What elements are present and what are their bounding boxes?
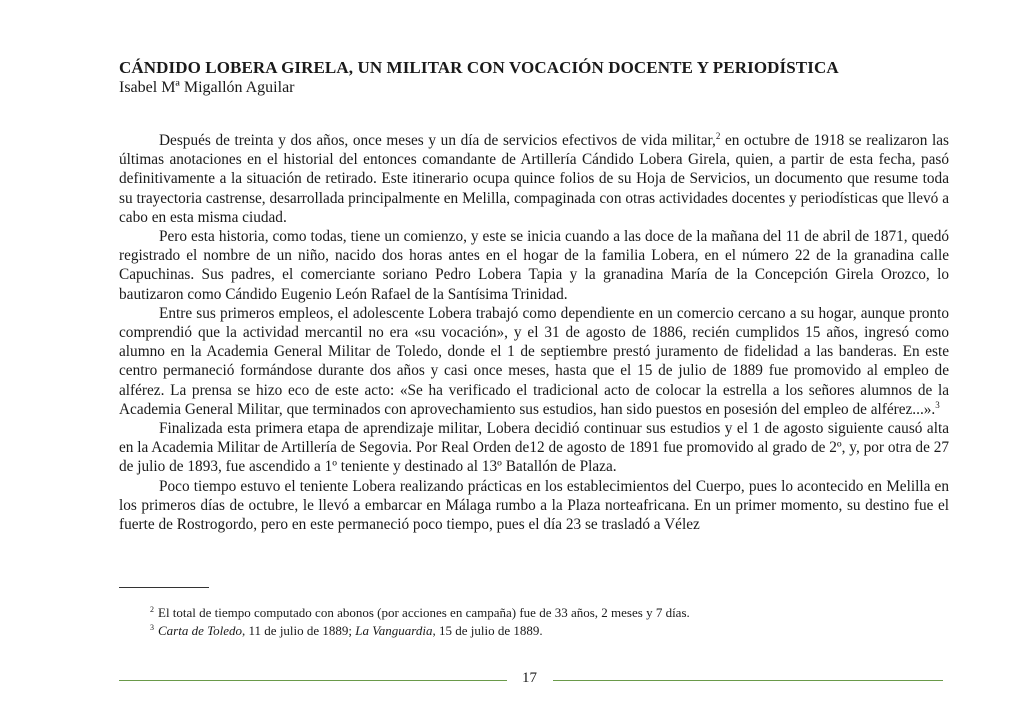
footnote-source: Carta de Toledo [158,623,243,638]
footnote-separator [119,587,209,588]
paragraph-text: Entre sus primeros empleos, el adolescente Lobera trabajó como dependiente en un comercio cercano a su hogar, aunque pronto comprendió que la actividad mercantil no era «su vocación», y el 31 de agosto de 1886, recién cumplidos 15 años, ingresó como alumno en la Academia General Militar de Toledo, donde el 1 de septiembre prestó juramento de fidelidad a las banderas. En este centro permaneció formándose durante dos años y casi once meses, hasta que el 15 de julio de 1889 fue promovido al empleo de alférez. La prensa se hizo eco de este acto: «Se ha verificado el tradicional acto de colocar la estrella a los señores alumnos de la Academia General Militar, que terminados con aprovechamiento sus estudios, han sido puestos en posesión del empleo de alférez...». [119,304,949,418]
footnote-number: 3 [150,622,154,632]
footnote [150,622,930,640]
paragraph [119,304,949,419]
footnotes [150,604,930,640]
footnote-text: , 11 de julio de 1889; [242,623,356,638]
article-body [119,131,949,534]
paragraph: Pero esta historia, como todas, tiene un comienzo, y este se inicia cuando a las doce de la mañana del 11 de abril de 1871, quedó registrado el nombre de un niño, nacido dos horas antes en el hogar de la familia Lobera, en el número 22 de la granadina calle Capuchinas. Sus padres, el comerciante soriano Pedro Lobera Tapia y la granadina María de la Concepción Girela Orozco, lo bautizaron como Cándido Eugenio León Rafael de la Santísima Trinidad. [119,228,949,303]
footer-rule-left [119,680,507,681]
article-author: Isabel Mª Migallón Aguilar [119,79,295,96]
footnote-ref: 2 [715,130,721,141]
paragraph: Finalizada esta primera etapa de aprendizaje militar, Lobera decidió continuar sus estudios y el 1 de agosto siguiente causó alta en la Academia Militar de Artillería de Segovia. Por Real Orden de12 de agosto de 1891 fue promovido al grado de 2º, y, por otra de 27 de julio de 1893, fue ascendido a 1º teniente y destinado al 13º Batallón de Plaza. [119,420,949,476]
footer-rule-right [553,680,943,681]
paragraph [119,131,949,227]
paragraph-text: Después de treinta y dos años, once meses y un día de servicios efectivos de vida militar, [159,132,716,149]
footnote-number: 2 [150,604,154,614]
article-title: CÁNDIDO LOBERA GIRELA, UN MILITAR CON VOCACIÓN DOCENTE Y PERIODÍSTICA [119,58,839,77]
paragraph: Poco tiempo estuvo el teniente Lobera realizando prácticas en los establecimientos del Cuerpo, pues lo acontecido en Melilla en los primeros días de octubre, le llevó a embarcar en Málaga rumbo a la Plaza norteafricana. En un primer momento, su destino fue el fuerte de Rostrogordo, pero en este permaneció poco tiempo, pues el día 23 se trasladó a Vélez [119,477,949,534]
paragraph-text: en octubre de 1918 se realizaron las últimas anotaciones en el historial del entonces comandante de Artillería Cándido Lobera Girela, quien, a partir de esta fecha, pasó definitivamente a la situación de retirado. Este itinerario ocupa quince folios de su Hoja de Servicios, un documento que resume toda su trayectoria castrense, desarrollada principalmente en Melilla, compaginada con otras actividades docentes y periodísticas que llevó a cabo en esta misma ciudad. [119,132,949,226]
footnote-source: La Vanguardia [355,623,433,638]
footnote [150,604,930,622]
page-number: 17 [522,670,537,686]
footnote-ref: 3 [935,399,940,410]
footnote-text: , 15 de julio de 1889. [432,623,543,638]
footnote-text: El total de tiempo computado con abonos (por acciones en campaña) fue de 33 años, 2 meses y 7 días. [158,605,690,620]
